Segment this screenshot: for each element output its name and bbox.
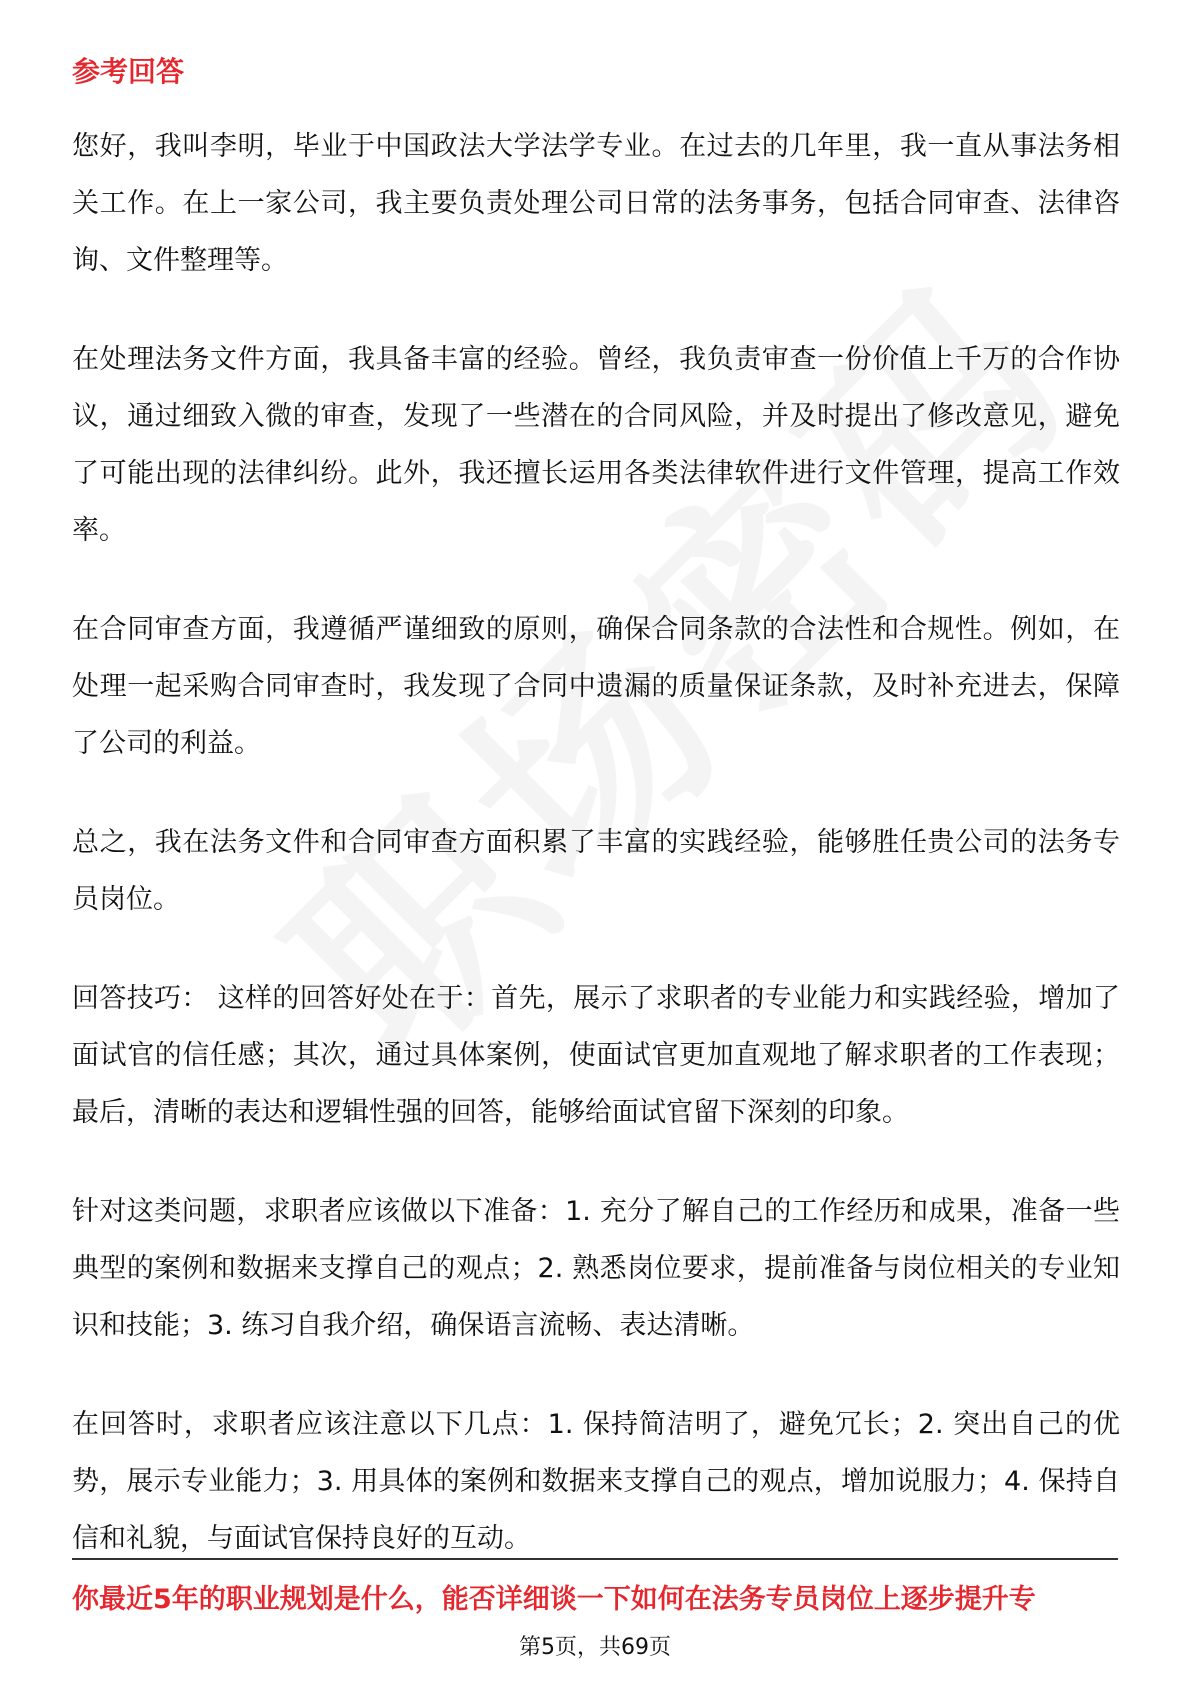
page-footer: 第5页，共69页 — [519, 1635, 671, 1660]
section-divider — [72, 1558, 1118, 1560]
paragraph-preparation: 针对这类问题，求职者应该做以下准备：1. 充分了解自己的工作经历和成果，准备一些典型的案例和数据来支撑自己的观点；2. 熟悉岗位要求，提前准备与岗位相关的专业知识和技能；3. 练习自我介绍，确保语言流畅、表达清晰。 — [72, 1196, 1120, 1341]
paragraph-document-experience: 在处理法务文件方面，我具备丰富的经验。曾经，我负责审查一份价值上千万的合作协议，通过细致入微的审查，发现了一些潜在的合同风险，并及时提出了修改意见，避免了可能出现的法律纠纷。此外，我还擅长运用各类法律软件进行文件管理，提高工作效率。 — [72, 344, 1120, 546]
section-heading: 参考回答 — [72, 55, 185, 88]
paragraph-answer-tips: 回答技巧： 这样的回答好处在于：首先，展示了求职者的专业能力和实践经验，增加了面试官的信任感；其次，通过具体案例，使面试官更加直观地了解求职者的工作表现；最后，清晰的表达和逻辑性强的回答，能够给面试官留下深刻的印象。 — [72, 983, 1120, 1128]
paragraph-intro: 您好，我叫李明，毕业于中国政法大学法学专业。在过去的几年里，我一直从事法务相关工作。在上一家公司，我主要负责处理公司日常的法务事务，包括合同审查、法律咨询、文件整理等。 — [72, 131, 1120, 276]
answer-body — [72, 118, 1120, 1609]
paragraph-summary: 总之，我在法务文件和合同审查方面积累了丰富的实践经验，能够胜任贵公司的法务专员岗位。 — [72, 827, 1120, 915]
paragraph-attention-points: 在回答时，求职者应该注意以下几点：1. 保持简洁明了，避免冗长；2. 突出自己的优势，展示专业能力；3. 用具体的案例和数据来支撑自己的观点，增加说服力；4. 保持自信和礼貌，与面试官保持良好的互动。 — [72, 1409, 1120, 1554]
paragraph-contract-review: 在合同审查方面，我遵循严谨细致的原则，确保合同条款的合法性和合规性。例如，在处理一起采购合同审查时，我发现了合同中遗漏的质量保证条款，及时补充进去，保障了公司的利益。 — [72, 614, 1120, 759]
next-question: 你最近5年的职业规划是什么，能否详细谈一下如何在法务专员岗位上逐步提升专 — [72, 1584, 1036, 1615]
